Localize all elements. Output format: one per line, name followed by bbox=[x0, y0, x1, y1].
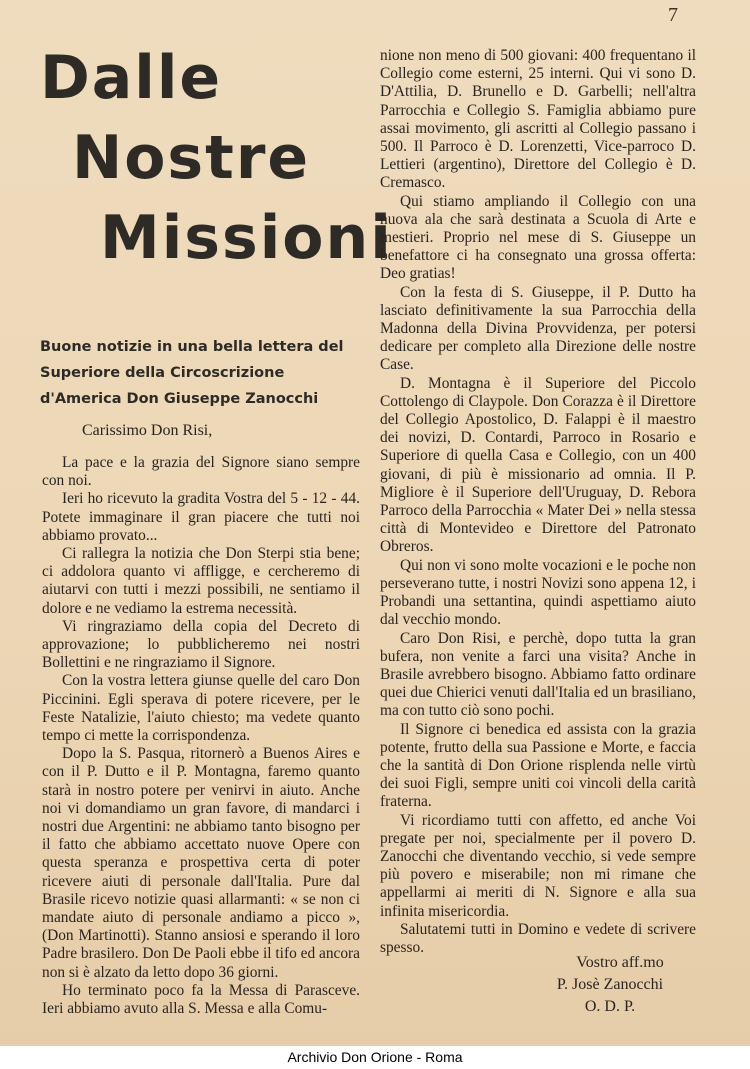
paragraph: Qui non vi sono molte vocazioni e le poche non perseverano tutte, i nostri Novizi sono appena 12, i Probandi una settantina, quindi aspettiamo aiuto dal vecchio mondo. bbox=[380, 556, 696, 629]
signature-order: O. D. P. bbox=[584, 998, 636, 1015]
paragraph: La pace e la grazia del Signore siano sempre con noi. bbox=[42, 454, 360, 490]
paragraph: nione non meno di 500 giovani: 400 frequentano il Collegio come esterni, 25 interni. Qui vi sono D. D'Attilia, D. Brunello e D. Garbelli; nell'altra Parrocchia e Collegio S. Famiglia abbiamo pure assai movimento, gli ascritti al Collegio passano i 500. Il Parroco è D. Lorenzetti, Vice-parroco D. Lettieri (argentino), Direttore del Collegio è D. Cremasco. bbox=[380, 47, 696, 192]
paragraph: Salutatemi tutti in Domino e vedete di scrivere spesso. bbox=[380, 920, 696, 956]
paragraph: Caro Don Risi, e perchè, dopo tutta la gran bufera, non venite a farci una visita? Anche in Brasile avrebbero bisogno. Abbiamo fatto ordinare quei due Chierici venuti dall'Italia ed un brasiliano, ma con tutto ciò sono pochi. bbox=[380, 629, 696, 720]
paragraph: Vi ricordiamo tutti con affetto, ed anche Voi pregate per noi, specialmente per il povero D. Zanocchi che diventando vecchio, si vede sempre più povero e miserabile; non mi rimane che appellarmi ai meriti di N. Signore e alla sua infinita misericordia. bbox=[380, 811, 696, 920]
signature-name: P. Josè Zanocchi bbox=[556, 976, 664, 993]
title-line-2: Nostre bbox=[72, 123, 311, 193]
article-subtitle: Buone notizie in una bella lettera del Superiore della Circoscrizione d'America Don Giuseppe Zanocchi bbox=[40, 339, 344, 407]
right-column bbox=[380, 47, 696, 957]
paragraph: Con la festa di S. Giuseppe, il P. Dutto ha lasciato definitivamente la sua Parrocchia della Madonna della Divina Provvidenza, per potersi dedicare per completo alla Direzione delle nostre Case. bbox=[380, 283, 696, 374]
title-line-3: Missioni bbox=[100, 203, 393, 273]
title-line-1: Dalle bbox=[40, 43, 223, 113]
paragraph: D. Montagna è il Superiore del Piccolo Cottolengo di Claypole. Don Corazza è il Direttore del Collegio Apostolico, D. Falappi è il maestro dei novizi, D. Contardi, Parroco in Rosario e Superiore di quella Casa e Collegio, con un 400 giovani, di più è missionario ad omnia. Il P. Migliore è il Superiore dell'Uruguay, D. Rebora Parroco della Parrocchia « Mater Dei » nella stessa città di Montevideo e Direttore del Patronato Obreros. bbox=[380, 374, 696, 556]
paragraph: Ci rallegra la notizia che Don Sterpi stia bene; ci addolora quanto vi affligge, e cercheremo di aiutarvi con tutti i mezzi possibili, ne sentiamo il dolore e ne vediamo la estrema necessità. bbox=[42, 545, 360, 617]
left-column bbox=[42, 454, 360, 1018]
signature-block bbox=[520, 952, 700, 1018]
page-number: 7 bbox=[668, 4, 678, 26]
signature-closing: Vostro aff.mo bbox=[576, 954, 664, 971]
paragraph: Ho terminato poco fa la Messa di Parasceve. Ieri abbiamo avuto alla S. Messa e alla Comu- bbox=[42, 981, 360, 1018]
salutation: Carissimo Don Risi, bbox=[82, 422, 213, 439]
paragraph: Il Signore ci benedica ed assista con la grazia potente, frutto della sua Passione e Morte, e faccia che la santità di Don Orione risplenda nelle virtù dei suoi Figli, sempre uniti coi vincoli della carità fraterna. bbox=[380, 720, 696, 811]
paragraph: Dopo la S. Pasqua, ritornerò a Buenos Aires e con il P. Dutto e il P. Montagna, faremo quanto starà in nostro potere per venirvi in aiuto. Anche noi vi domandiamo un gran favore, di mandarci i nostri due Argentini: ne abbiamo tanto bisogno per il fatto che abbiamo accettato nuove Opere con questa speranza e prospettiva certa di poter ricevere aiuti di personale dall'Italia. Pure dal Brasile ricevo notizie quasi allarmanti: « se non ci mandate aiuto di personale andiamo a picco », (Don Martinotti). Stanno ansiosi e sperando il loro Padre brasilero. Don De Paoli ebbe il tifo ed ancora non si è alzato da letto dopo 36 giorni. bbox=[42, 745, 360, 981]
archive-footer: Archivio Don Orione - Roma bbox=[0, 1046, 750, 1069]
paragraph: Con la vostra lettera giunse quelle del caro Don Piccinini. Egli sperava di potere ricevere, per le Feste Natalizie, l'aiuto chiesto; ma vedete quanto tempo ci mette la corrispondenza. bbox=[42, 672, 360, 745]
paragraph: Qui stiamo ampliando il Collegio con una nuova ala che sarà destinata a Scuola di Arte e mestieri. Proprio nel mese di S. Giuseppe un benefattore ci ha consegnato una grossa offerta: Deo gratias! bbox=[380, 192, 696, 283]
paragraph: Vi ringraziamo della copia del Decreto di approvazione; lo pubblicheremo nei nostri Bollettini e ne ringraziamo il Signore. bbox=[42, 617, 360, 672]
paragraph: Ieri ho ricevuto la gradita Vostra del 5 - 12 - 44. Potete immaginare il gran piacere che tutti noi abbiamo provato... bbox=[42, 490, 360, 544]
